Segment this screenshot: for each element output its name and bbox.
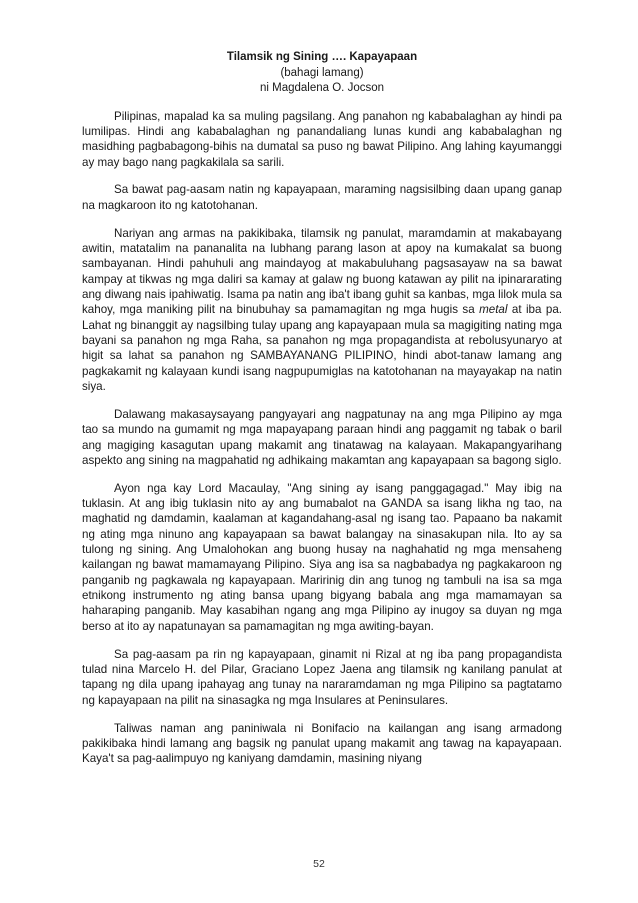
paragraph-5: Ayon nga kay Lord Macaulay, "Ang sining ay isang panggagagad." May ibig na tuklasin. At ang ibig tuklasin nito ay ang bumabalot na GANDA sa isang likha ng tao, na maghatid ng damdamin, kaalaman at kagandahang-asal ng isang tao. Papaano ba nakamit ng ating mga ninuno ang kapayapaan sa bawat balangay na sinasakupan nila. Ito ay sa tulong ng sining. Ang Umalohokan ang buong husay na naghahatid ng mga mensaheng kailangan ng bawat mamamayang Pilipino. Siya ang isa sa nagbabadya ng pagkakaroon ng panganib ng pagkawala ng kapayapaan. Maririnig din ang tunog ng tambuli na isa sa mga etnikong instrumento ng ating bansa upang bigyang babala ang mga mamamayan sa haharaping panganib. May kasabihan ngang ang mga Pilipino ay inugoy sa duyan ng mga berso at ito ay napatunayan sa pamamagitan ng mga awiting-bayan. (82, 481, 562, 633)
document-author: ni Magdalena O. Jocson (259, 82, 385, 94)
paragraph-4: Dalawang makasaysayang pangyayari ang nagpatunay na ang mga Pilipino ay mga tao sa mundo na gumamit ng mga mapayapang paraan hindi ang paggamit ng tabak o baril ang magiging kasagutan upang makamit ang tinatawag na kalayaan. Makapangyarihang aspekto ang sining na magpahatid ng adhikaing makamtan ang kapayapaan sa bagong siglo. (82, 407, 562, 467)
paragraph-1: Pilipinas, mapalad ka sa muling pagsilang. Ang panahon ng kababalaghan ay hindi pa lumilipas. Hindi ang kababalaghan ng panandaliang lunas kundi ang kababalaghan ng masidhing pagbabagong-bihis na dumatal sa puso ng bawat Pilipino. Ang lahing kayumanggi ay may bago nang pagkakilala sa sarili. (82, 109, 562, 169)
paragraph-6: Sa pag-aasam pa rin ng kapayapaan, ginamit ni Rizal at ng iba pang propagandista tulad nina Marcelo H. del Pilar, Graciano Lopez Jaena ang tilamsik ng kanilang panulat at tapang ng dila upang ipahayag ang tunay na nararamdaman ng mga Pilipino sa pagtatamo ng kapayapaan na pilit na sinasagka ng mga Insulares at Peninsulares. (82, 647, 562, 707)
paragraph-3-italic-word: metal (479, 303, 508, 317)
paragraph-3-text-before: Nariyan ang armas na pakikibaka, tilamsik ng panulat, maramdamin at makabayang awitin, matatalim na pananalita na lubhang parang lason at apoy na kumakalat sa buong sambayanan. Hindi pahuhuli ang maindayog at makabuluhang pagsasayaw na sa bawat kampay at tikwas ng mga daliri sa kamay at galaw ng buong katawan ay pilit na ipinararating ang diwang nais ipahiwatig. Isama pa natin ang iba't ibang guhit sa kanbas, mga lilok mula sa kahoy, mga maniking pilit na binubuhay sa pamamagitan ng mga hugis sa (82, 226, 562, 317)
paragraph-3-text-after: at iba pa. Lahat ng binanggit ay nagsilbing tulay upang ang kapayapaan mula sa magigiting nating mga bayani sa panahon ng mga Raha, sa panahon ng mga propagandista at rebolusyunaryo at higit sa lahat sa panahon ng SAMBAYANANG PILIPINO, hindi abot-tanaw lamang ang pagkakamit ng kalayaan kundi isang nagpupumiglas na katotohanan na mayayakap na natin siya. (82, 303, 562, 393)
document-title: Tilamsik ng Sining …. Kapayapaan (226, 51, 418, 63)
paragraph-3 (82, 226, 562, 395)
page-number: 52 (313, 858, 325, 870)
document-subtitle: (bahagi lamang) (280, 66, 364, 79)
paragraph-2: Sa bawat pag-aasam natin ng kapayapaan, maraming nagsisilbing daan upang ganap na magkaroon ito ng katotohanan. (82, 183, 562, 212)
paragraph-7: Taliwas naman ang paniniwala ni Bonifacio na kailangan ang isang armadong pakikibaka hindi lamang ang bagsik ng panulat upang makamit ang tawag na kapayapaan. Kaya't sa pag-aalimpuyo ng kaniyang damdamin, masining niyang (82, 721, 562, 766)
document-page (82, 50, 562, 779)
document-header (82, 50, 562, 97)
